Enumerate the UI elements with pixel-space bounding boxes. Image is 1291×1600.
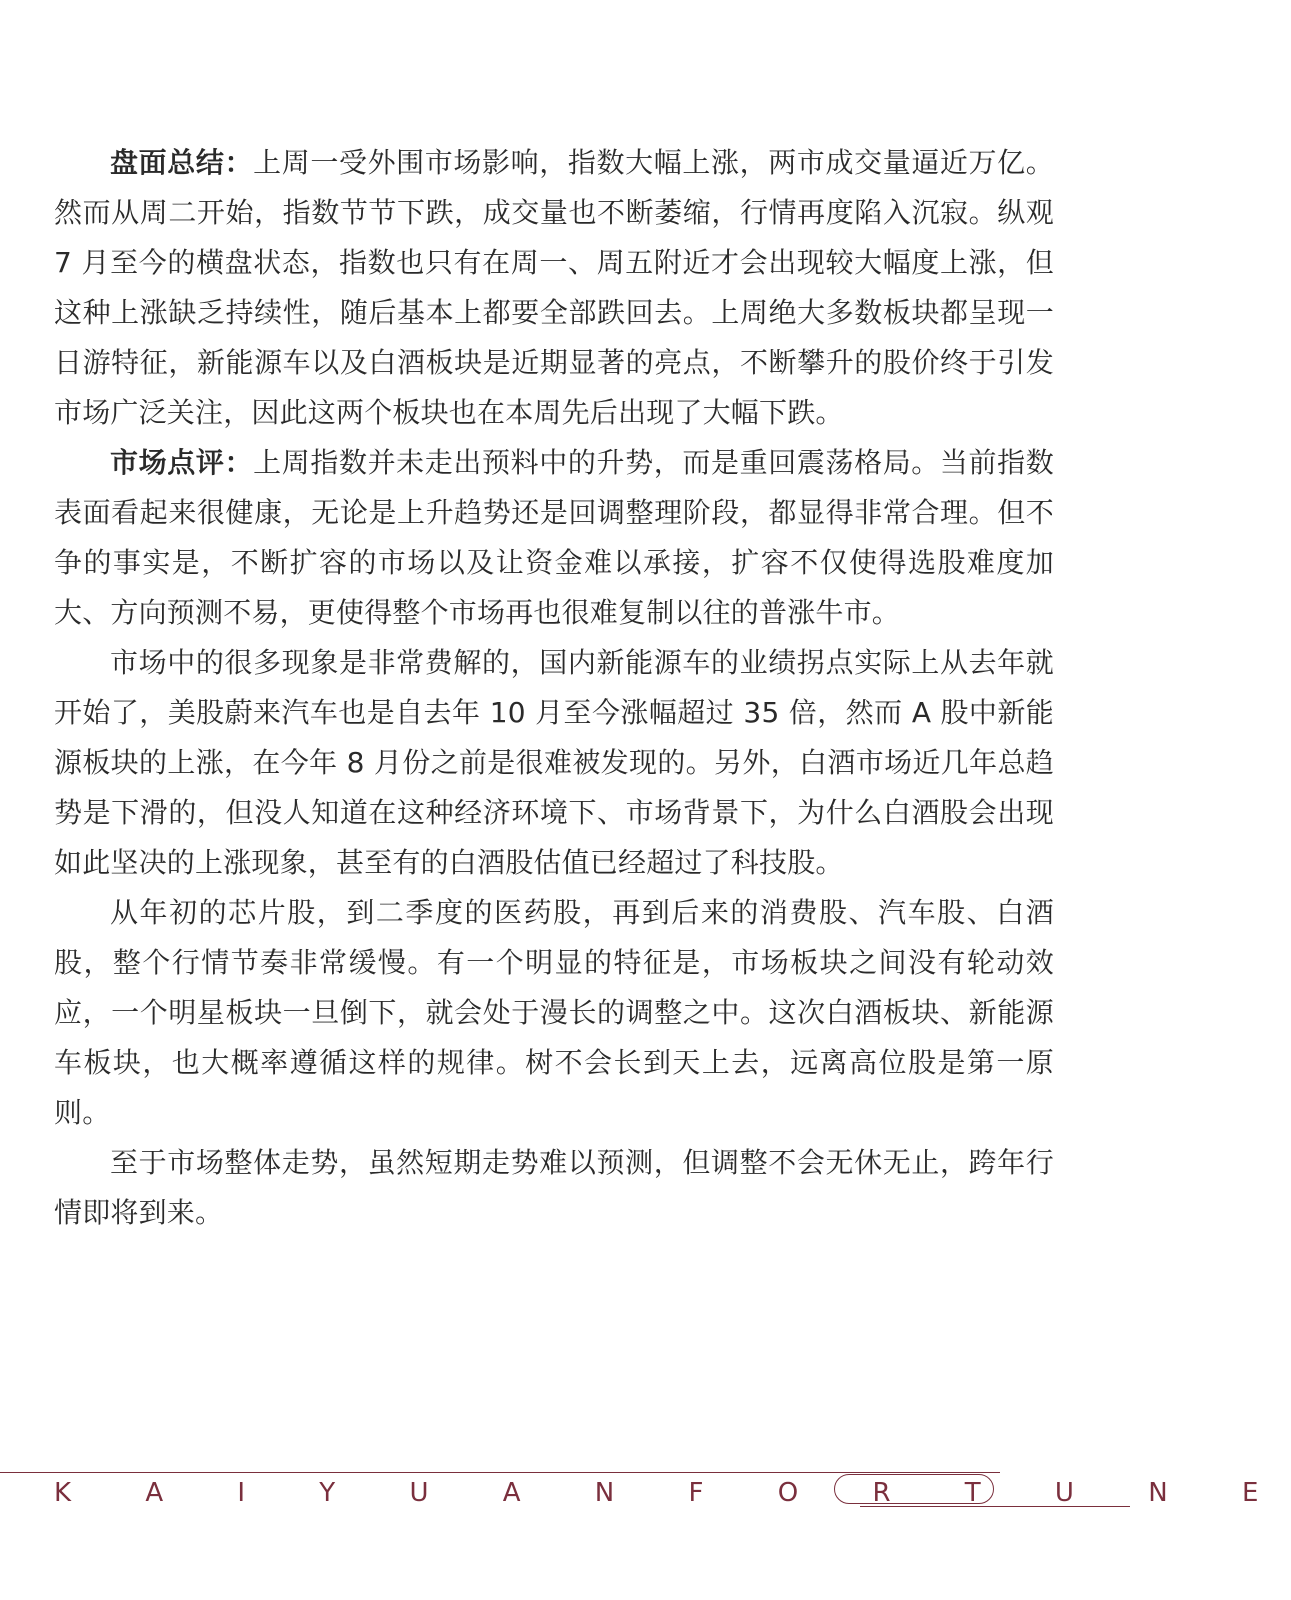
footer-brand: K A I Y U A N F O R T U N E [54,1478,1291,1508]
article-body [54,138,1054,1238]
paragraph-sectors [54,888,1054,1138]
paragraph-text: 上周指数并未走出预料中的升势，而是重回震荡格局。当前指数表面看起来很健康，无论是上升趋势还是回调整理阶段，都显得非常合理。但不争的事实是，不断扩容的市场以及让资金难以承接，扩容不仅使得选股难度加大、方向预测不易，更使得整个市场再也很难复制以往的普涨牛市。 [54,446,1054,629]
paragraph-text: 至于市场整体走势，虽然短期走势难以预测，但调整不会无休无止，跨年行情即将到来。 [54,1146,1054,1229]
paragraph-text: 从年初的芯片股，到二季度的医药股，再到后来的消费股、汽车股、白酒股，整个行情节奏非常缓慢。有一个明显的特征是，市场板块之间没有轮动效应，一个明星板块一旦倒下，就会处于漫长的调整之中。这次白酒板块、新能源车板块，也大概率遵循这样的规律。树不会长到天上去，远离高位股是第一原则。 [54,896,1054,1129]
paragraph-commentary [54,438,1054,638]
paragraph-phenomena [54,638,1054,888]
paragraph-lead: 盘面总结： [110,146,254,179]
page-footer [0,1464,1291,1544]
paragraph-outlook [54,1138,1054,1238]
paragraph-summary [54,138,1054,438]
footer-rule-bottom [860,1506,1130,1507]
footer-capsule-ornament [834,1474,994,1504]
paragraph-lead: 市场点评： [110,446,254,479]
footer-rule-top [0,1472,1000,1473]
paragraph-text: 上周一受外围市场影响，指数大幅上涨，两市成交量逼近万亿。然而从周二开始，指数节节下跌，成交量也不断萎缩，行情再度陷入沉寂。纵观 7 月至今的横盘状态，指数也只有在周一、周五附近才会出现较大幅度上涨，但这种上涨缺乏持续性，随后基本上都要全部跌回去。上周绝大多数板块都呈现一日游特征，新能源车以及白酒板块是近期显著的亮点，不断攀升的股价终于引发市场广泛关注，因此这两个板块也在本周先后出现了大幅下跌。 [54,146,1054,429]
paragraph-text: 市场中的很多现象是非常费解的，国内新能源车的业绩拐点实际上从去年就开始了，美股蔚来汽车也是自去年 10 月至今涨幅超过 35 倍，然而 A 股中新能源板块的上涨，在今年 8 月份之前是很难被发现的。另外，白酒市场近几年总趋势是下滑的，但没人知道在这种经济环境下、市场背景下，为什么白酒股会出现如此坚决的上涨现象，甚至有的白酒股估值已经超过了科技股。 [54,646,1054,879]
